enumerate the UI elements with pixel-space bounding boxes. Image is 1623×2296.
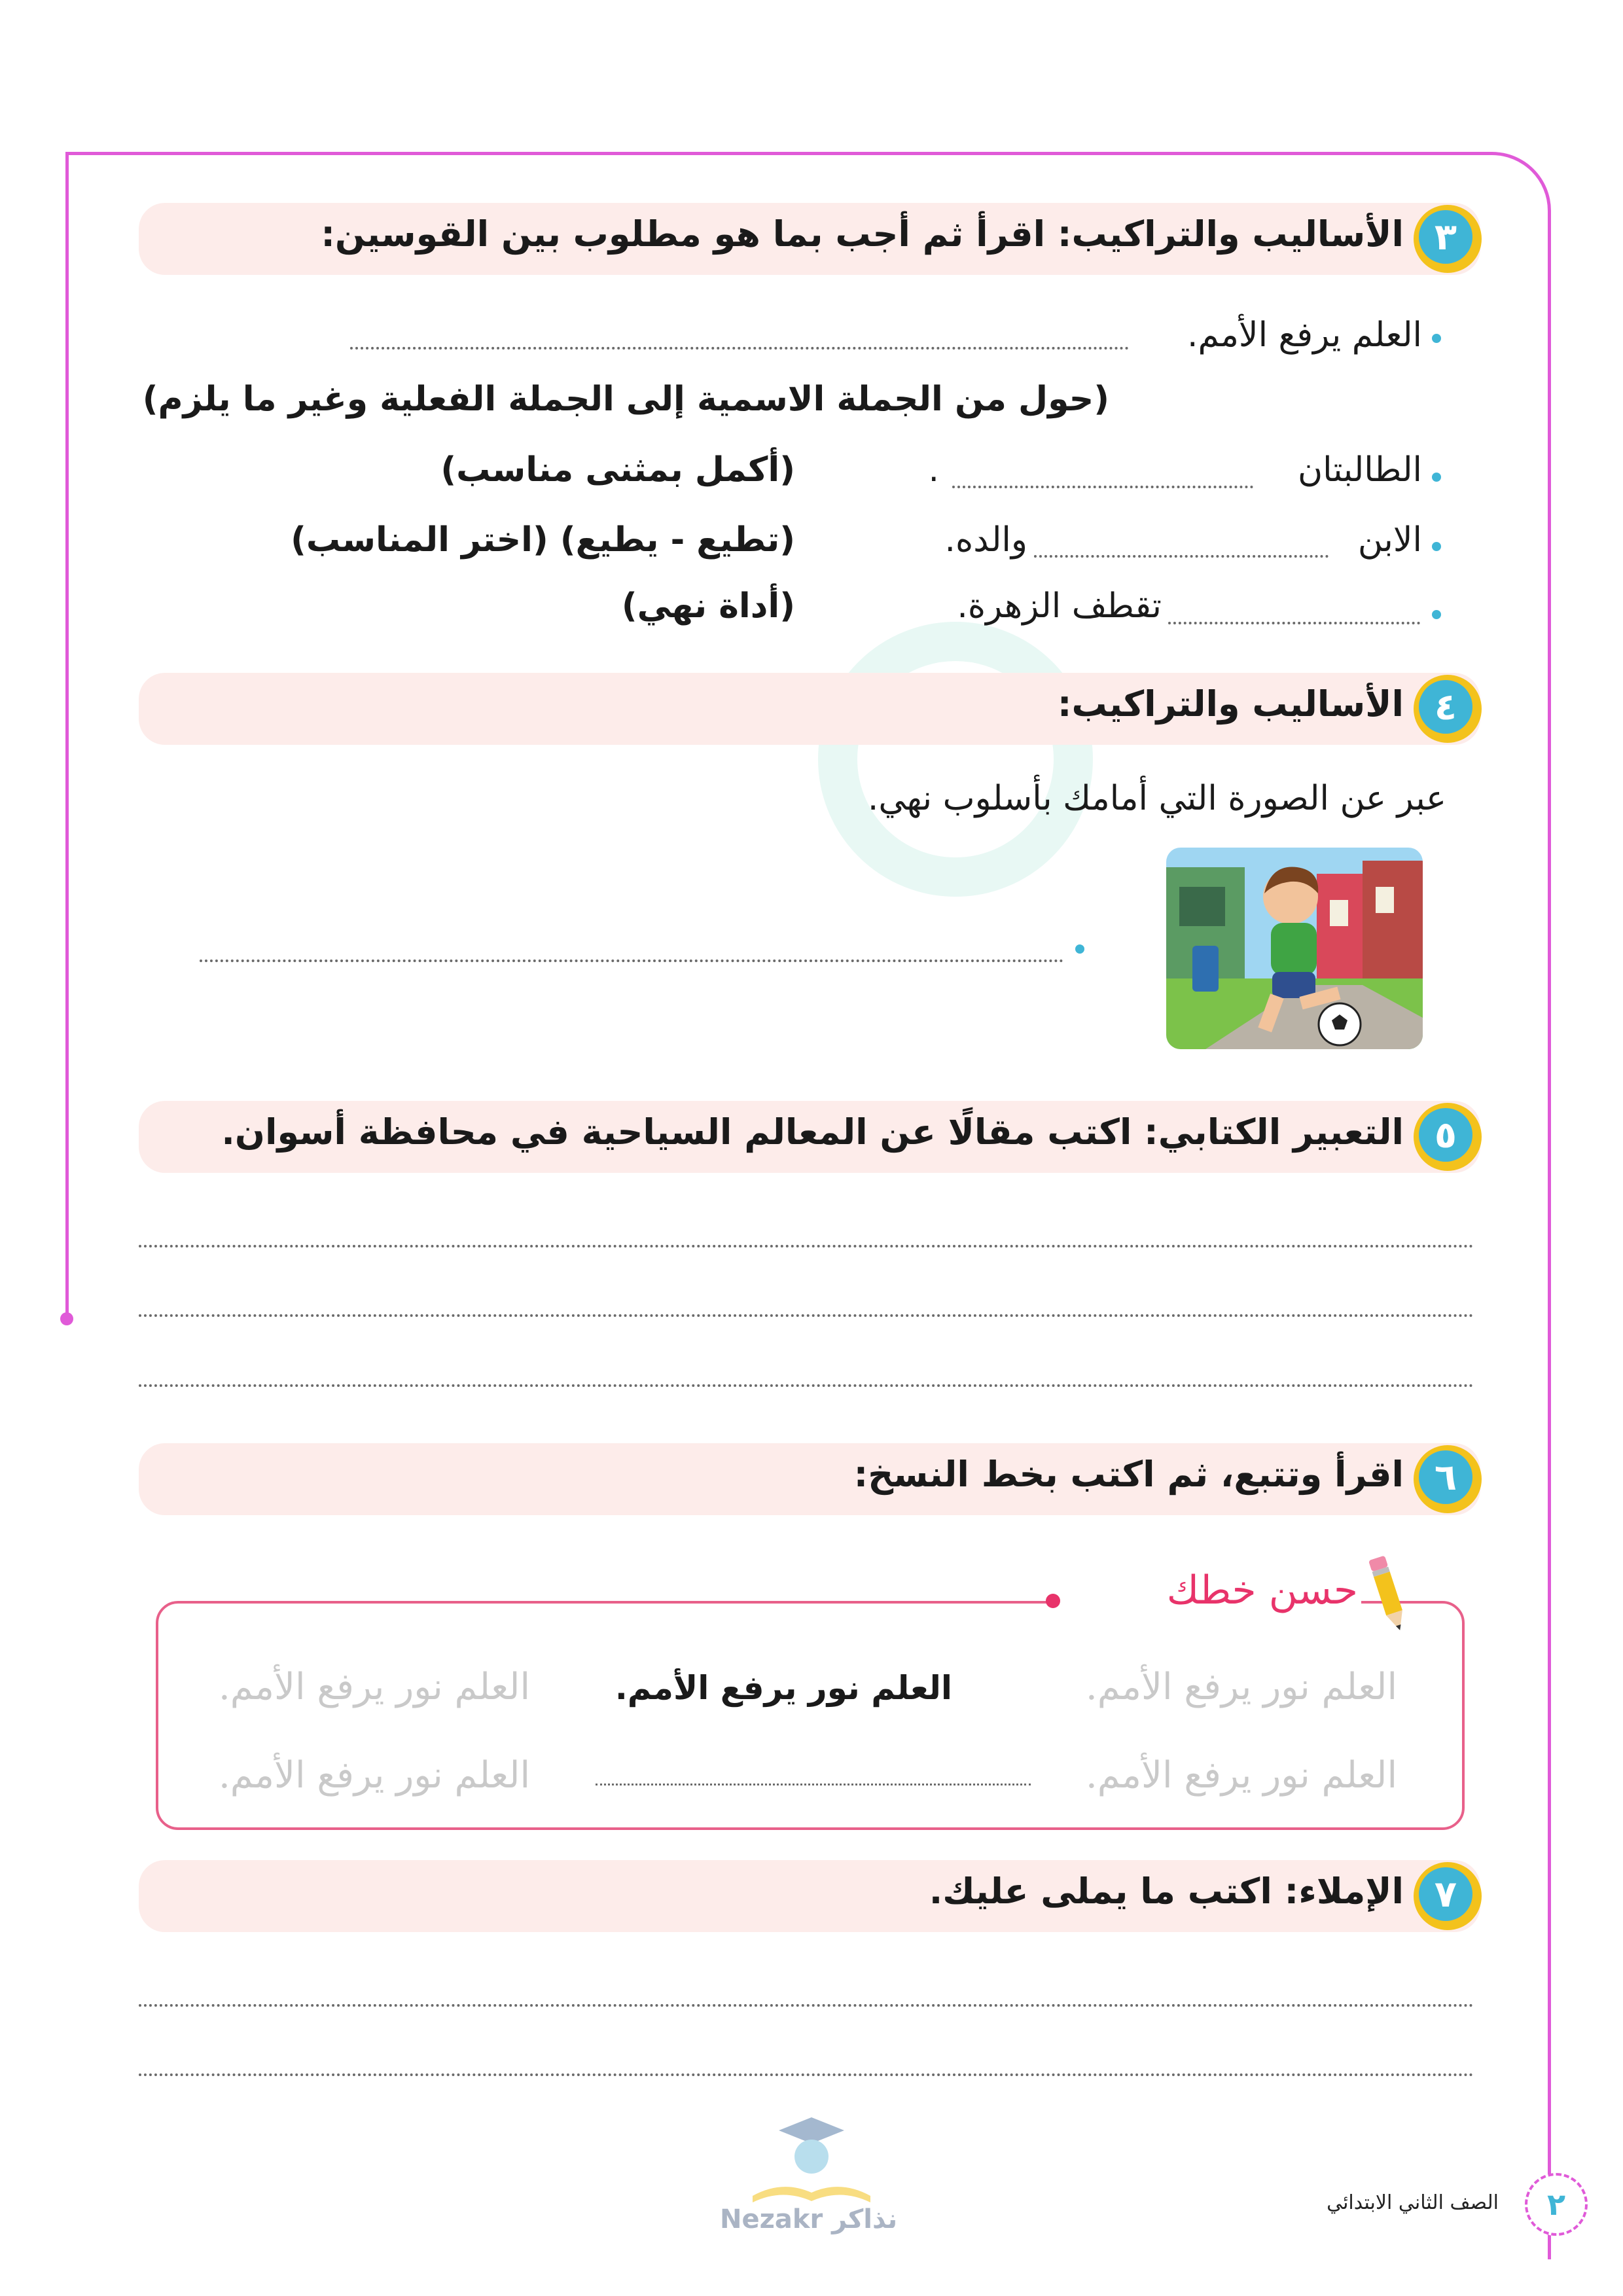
bullet (1432, 334, 1441, 343)
question-3-number-badge (1414, 205, 1482, 273)
q3-item3-end: والده. (944, 520, 1027, 560)
bullet (1075, 944, 1084, 954)
footer-grade: الصف الثاني الابتدائي (1327, 2191, 1499, 2214)
question-7-title: الإملاء: اكتب ما يملى عليك. (929, 1871, 1404, 1912)
page-frame-left (65, 152, 69, 1317)
q5-answer-line-3[interactable] (139, 1384, 1474, 1387)
question-3-title: الأساليب والتراكيب: اقرأ ثم أجب بما هو مطلوب بين القوسين: (321, 213, 1404, 255)
pencil-icon (1361, 1551, 1414, 1636)
bullet (1432, 473, 1441, 482)
q7-answer-line-1[interactable] (139, 2004, 1474, 2007)
page-frame-dot (60, 1312, 73, 1325)
bullet (1432, 542, 1441, 551)
question-5-number-badge (1414, 1103, 1482, 1171)
handwriting-box-label: حسن خطك (1166, 1568, 1358, 1613)
q3-item2-end: . (928, 450, 939, 490)
question-4-title: الأساليب والتراكيب: (1057, 683, 1404, 725)
q3-item3-instruction: (تطيع - يطيع) (اختر المناسب) (291, 520, 795, 560)
question-4-number-badge (1414, 675, 1482, 743)
trace-sentence-left-1: العلم نور يرفع الأمم. (218, 1666, 530, 1708)
handwriting-box-dot (1046, 1594, 1060, 1608)
q4-answer-line[interactable] (200, 960, 1063, 962)
q3-item1-sentence: العلم يرفع الأمم. (1186, 315, 1422, 355)
q3-item3-start: الابن (1357, 520, 1422, 560)
q3-item2-start: الطالبتان (1297, 450, 1422, 490)
trace-sentence-left-2: العلم نور يرفع الأمم. (218, 1754, 530, 1797)
q4-prompt: عبر عن الصورة التي أمامك بأسلوب نهي. (867, 779, 1446, 818)
q7-answer-line-2[interactable] (139, 2073, 1474, 2076)
q3-item2-instruction: (أكمل بمثنى مناسب) (440, 450, 795, 490)
q5-answer-line-2[interactable] (139, 1314, 1474, 1317)
model-sentence: العلم نور يرفع الأمم. (615, 1669, 952, 1707)
question-7-number: ٧ (1419, 1867, 1472, 1921)
trace-sentence-right-1: العلم نور يرفع الأمم. (1085, 1666, 1397, 1708)
q3-item1-instruction: (حول من الجملة الاسمية إلى الجملة الفعلية وغير ما يلزم) (142, 380, 1109, 419)
q6-writing-line[interactable] (596, 1784, 1031, 1785)
q5-answer-line-1[interactable] (139, 1245, 1474, 1247)
q3-item2-answer-line[interactable] (952, 486, 1253, 488)
question-6-number-badge (1414, 1445, 1482, 1513)
q3-item4-answer-line[interactable] (1168, 622, 1420, 624)
q3-item4-end: تقطف الزهرة. (957, 586, 1162, 626)
question-5-number: ٥ (1419, 1108, 1472, 1162)
q3-item4-instruction: (أداة نهي) (621, 586, 795, 626)
trace-sentence-right-2: العلم نور يرفع الأمم. (1085, 1754, 1397, 1797)
page-number: ٢ (1525, 2173, 1588, 2236)
question-4-number: ٤ (1419, 680, 1472, 734)
question-7-number-badge (1414, 1862, 1482, 1930)
question-6-number: ٦ (1419, 1450, 1472, 1504)
q3-item1-answer-line[interactable] (350, 347, 1129, 350)
question-3-number: ٣ (1419, 210, 1472, 264)
footer-logo-text: Nezakr نذاكر (720, 2204, 898, 2234)
bullet (1432, 610, 1441, 619)
q3-item3-answer-line[interactable] (1034, 555, 1329, 558)
question-6-title: اقرأ وتتبع، ثم اكتب بخط النسخ: (853, 1454, 1404, 1495)
question-5-title: التعبير الكتابي: اكتب مقالًا عن المعالم السياحية في محافظة أسوان. (221, 1111, 1404, 1153)
boy-kicking-ball-illustration (1166, 848, 1423, 1049)
